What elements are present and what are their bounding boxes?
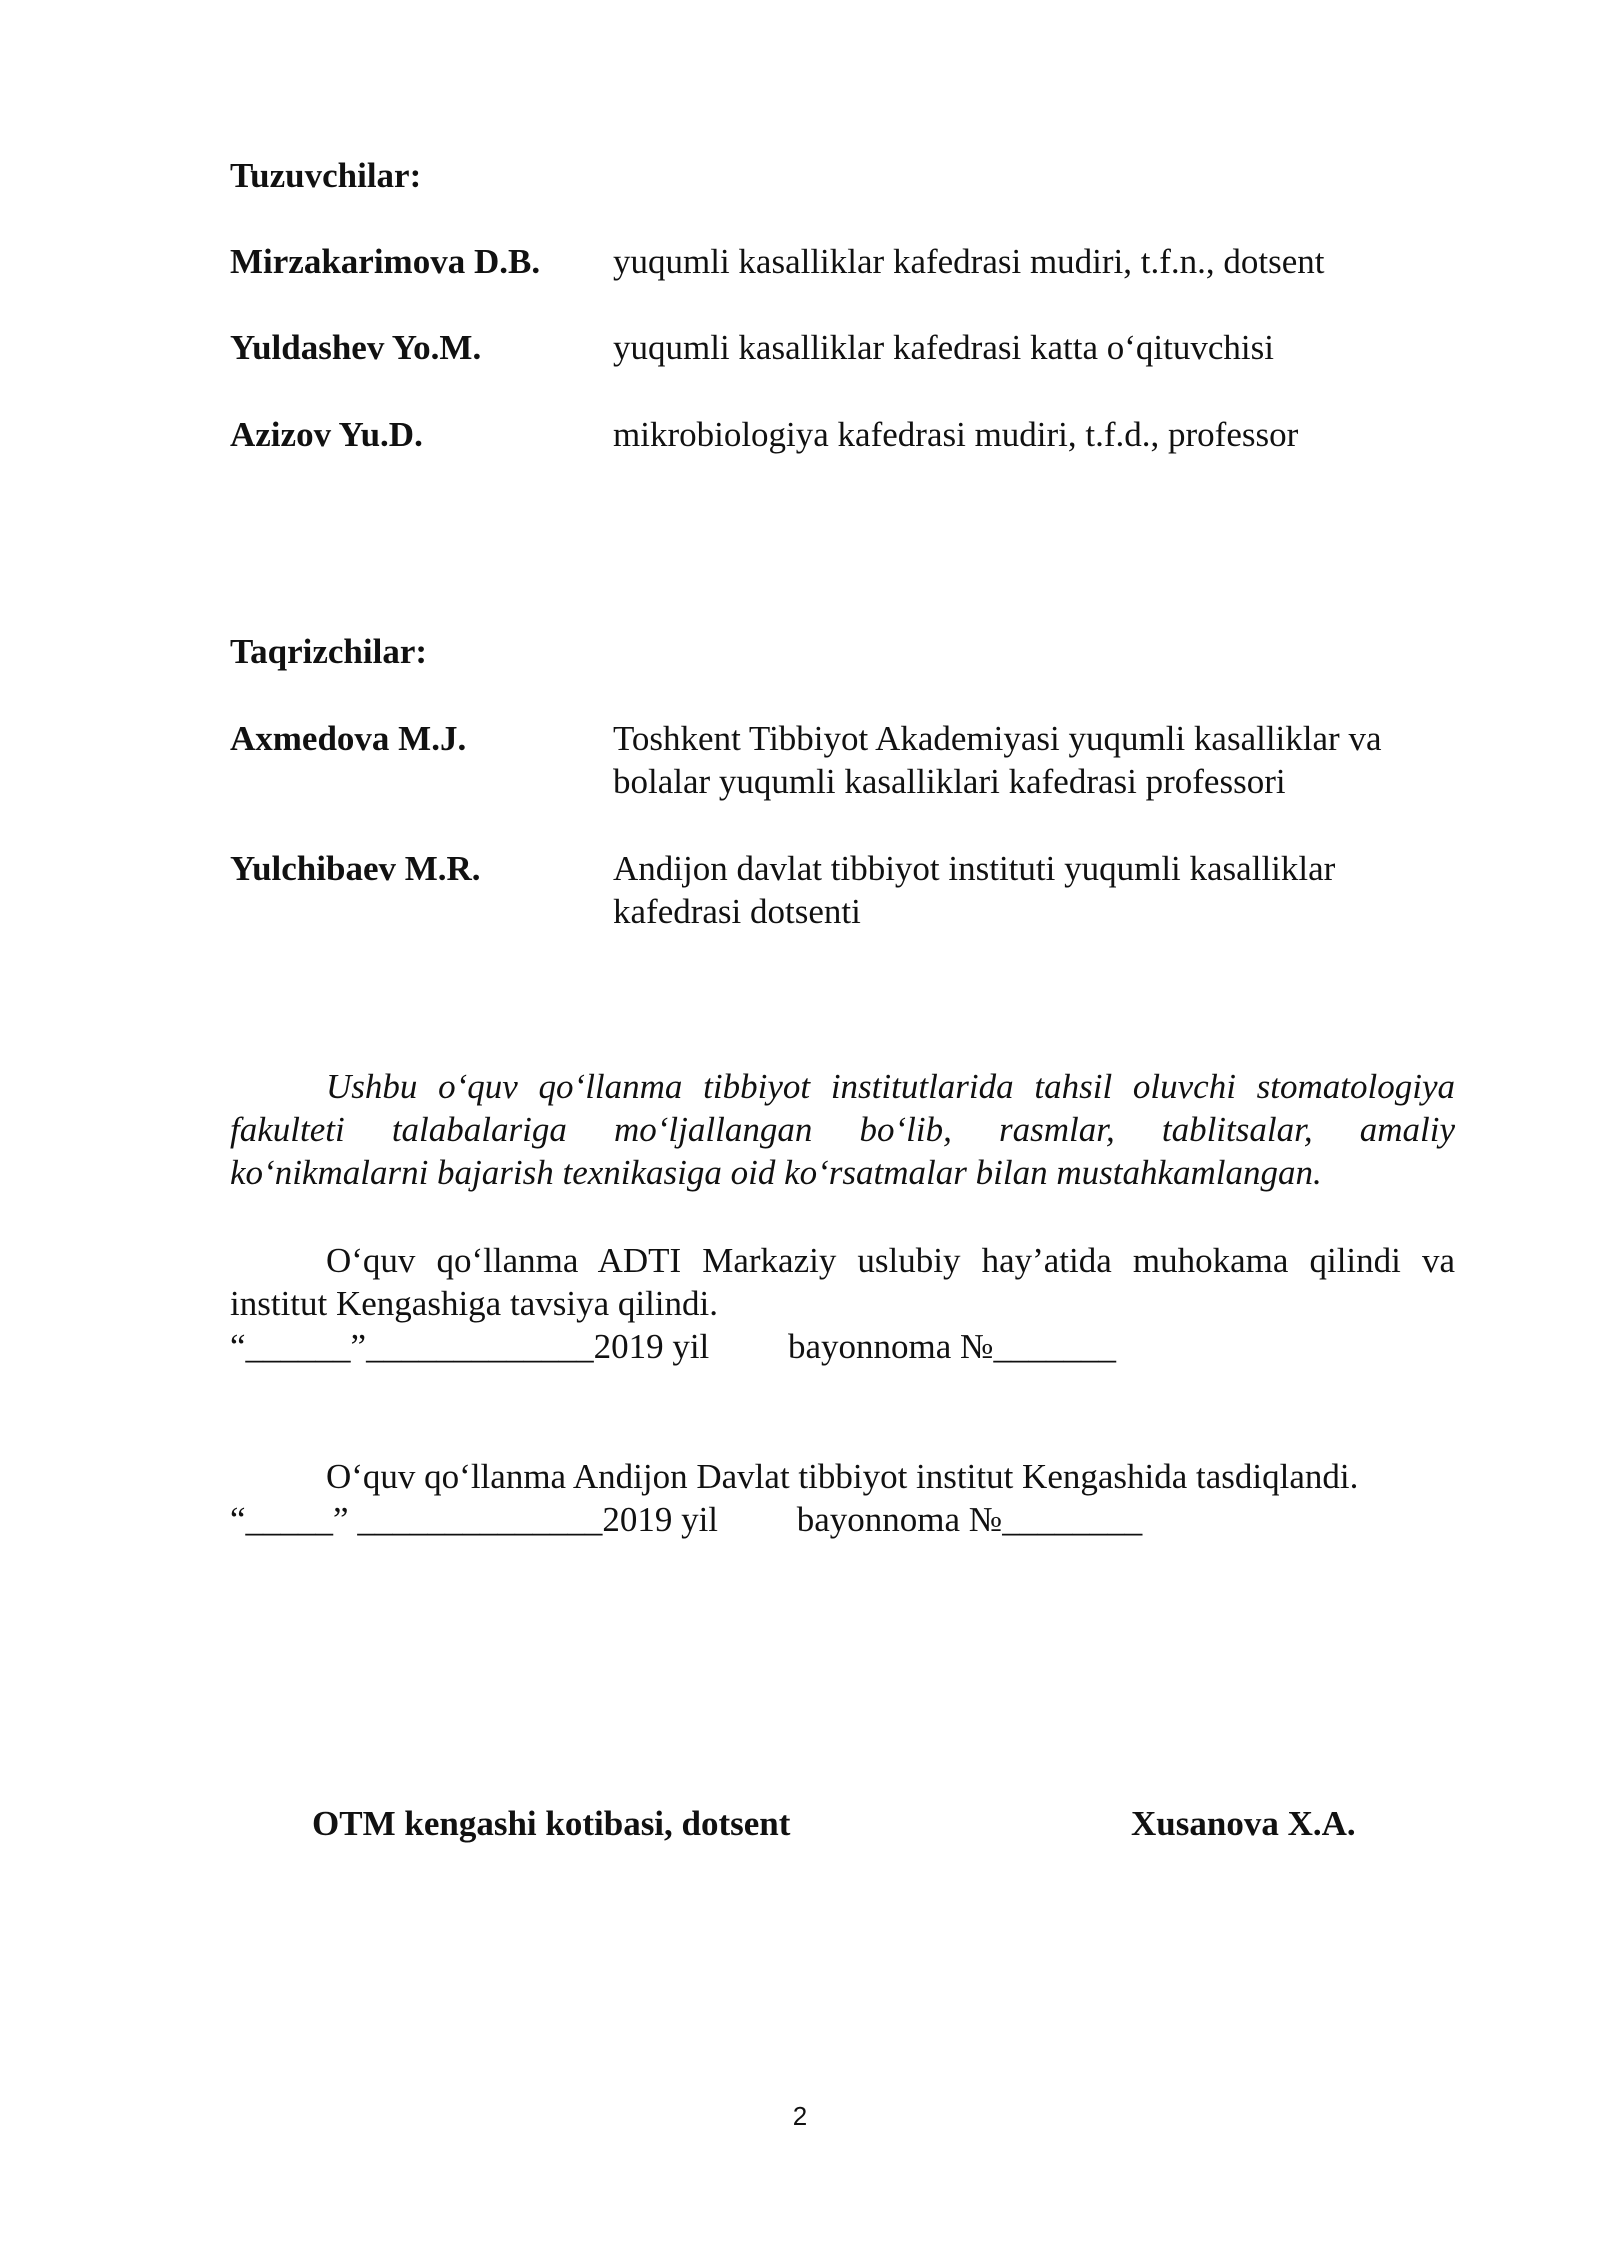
reviewers-heading: Taqrizchilar: [230,632,428,671]
author-role-1: yuqumli kasalliklar kafedrasi mudiri, t.f.n., dotsent [613,242,1325,281]
reviewer-name-1: Axmedova M.J. [230,719,467,758]
annotation-line-1: Ushbu o‘quv qo‘llanma tibbiyot institutlarida tahsil oluvchi stomatologiya [326,1067,1455,1106]
approval-2-line: O‘quv qo‘llanma Andijon Davlat tibbiyot institut Kengashida tasdiqlandi. [326,1457,1359,1496]
author-name-1: Mirzakarimova D.B. [230,242,541,281]
reviewer-role-2-line-2: kafedrasi dotsenti [613,892,861,931]
author-name-2: Yuldashev Yo.M. [230,328,482,367]
footer-position: OTM kengashi kotibasi, dotsent [312,1804,791,1843]
approval-1-paragraph [230,1239,1455,1368]
footer-signatory: Xusanova X.A. [1131,1804,1356,1843]
approval-2-paragraph [230,1455,1465,1541]
reviewer-role-2 [613,847,1463,933]
annotation-paragraph [230,1065,1455,1194]
reviewer-role-1-line-2: bolalar yuqumli kasalliklari kafedrasi professori [613,762,1286,801]
annotation-line-3: ko‘nikmalarni bajarish texnikasiga oid ko‘rsatmalar bilan mustahkamlangan. [230,1153,1322,1192]
author-name-3: Azizov Yu.D. [230,415,423,454]
approval-1-line-2: institut Kengashiga tavsiya qilindi. [230,1284,719,1323]
author-role-2: yuqumli kasalliklar kafedrasi katta o‘qituvchisi [613,328,1274,367]
approval-1-signature-line: “______”_____________2019 yil bayonnoma №_______ [230,1327,1116,1366]
authors-heading: Tuzuvchilar: [230,156,422,195]
author-role-3: mikrobiologiya kafedrasi mudiri, t.f.d., professor [613,415,1299,454]
approval-1-line-1: O‘quv qo‘llanma ADTI Markaziy uslubiy hay’atida muhokama qilindi va [326,1241,1455,1280]
reviewer-role-1-line-1: Toshkent Tibbiyot Akademiyasi yuqumli kasalliklar va [613,719,1382,758]
annotation-line-2: fakulteti talabalariga mo‘ljallangan bo‘lib, rasmlar, tablitsalar, amaliy [230,1110,1455,1149]
reviewer-role-2-line-1: Andijon davlat tibbiyot instituti yuqumli kasalliklar [613,849,1336,888]
page-number: 2 [792,2101,808,2131]
reviewer-role-1 [613,717,1463,803]
reviewer-name-2: Yulchibaev M.R. [230,849,481,888]
approval-2-signature-line: “_____” ______________2019 yil bayonnoma №________ [230,1500,1143,1539]
